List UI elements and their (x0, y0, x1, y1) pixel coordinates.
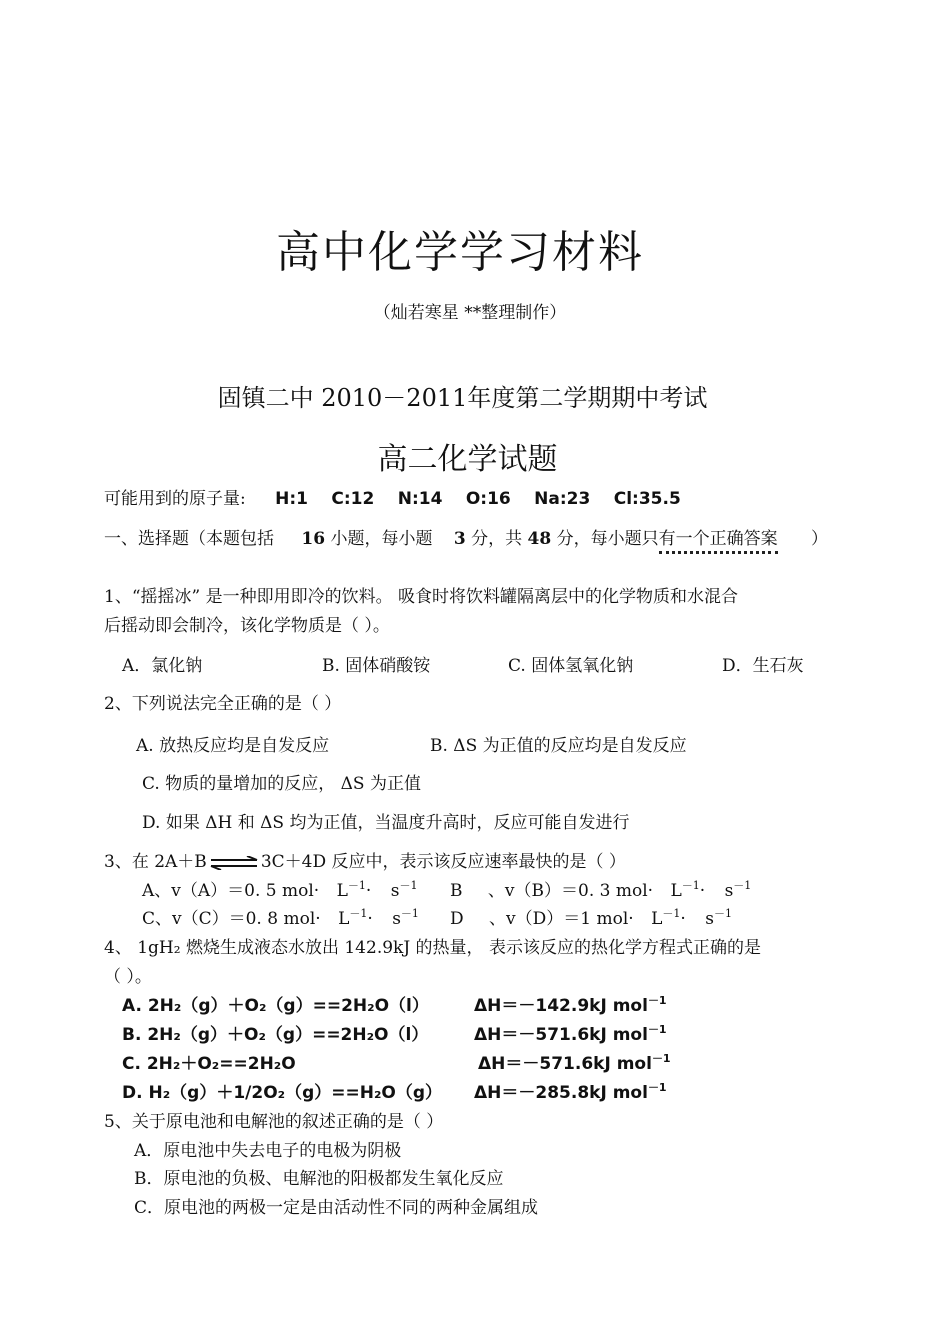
q4-option-b-dh-text: ΔH＝－571.6kJ mol (474, 1025, 648, 1045)
q3-unit-l: L (651, 909, 663, 929)
q3-exp: －1 (733, 879, 752, 892)
q3-unit-l: L (338, 909, 350, 929)
exam-name: 固镇二中 2010－2011年度第二学期期中考试 (217, 384, 708, 412)
section-prefix: 一、选择题（本题包括 (104, 529, 274, 549)
atomic-mass-h: H:1 (275, 489, 308, 509)
q4-option-c-eq: C. 2H₂＋O₂==2H₂O (122, 1054, 296, 1074)
atomic-mass-na: Na:23 (534, 489, 591, 509)
q4-option-d-dh-text: ΔH＝－285.8kJ mol (474, 1083, 648, 1103)
q4-option-c-dh (478, 1049, 671, 1074)
q2-option-a: A. 放热反应均是自发反应 (136, 736, 330, 756)
atomic-mass-line (104, 484, 681, 509)
q3-unit-l: L (670, 881, 682, 901)
q4-exp: －1 (647, 994, 667, 1007)
material-title: 高中化学学习材料 (276, 227, 644, 278)
q3-unit-s: s (392, 909, 401, 929)
q3-exp: －1 (347, 879, 366, 892)
q4-option-d-eq: D. H₂（g）＋1/2O₂（g）==H₂O（g） (122, 1083, 443, 1103)
q2-option-d: D. 如果 ΔH 和 ΔS 均为正值，当温度升高时，反应可能自发进行 (142, 813, 630, 833)
q3-exp: －1 (662, 907, 681, 920)
q3-option-d-label: D (450, 909, 464, 929)
q3-exp: －1 (349, 907, 368, 920)
q1-line2: 后摇动即会制冷，该化学物质是（ ）。 (104, 616, 390, 636)
q4-line1: 4、 1gH₂ 燃烧生成液态水放出 142.9kJ 的热量， 表示该反应的热化学方程式正确的是 (104, 938, 761, 958)
material-subtitle: （灿若寒星 **整理制作） (373, 303, 567, 323)
atomic-mass-label: 可能用到的原子量: (104, 489, 246, 509)
atomic-mass-n: N:14 (397, 489, 443, 509)
section-mid3: 分，每小题只 (556, 529, 659, 549)
q2-option-c: C. 物质的量增加的反应， ΔS 为正值 (142, 774, 421, 794)
q3-exp: －1 (681, 879, 700, 892)
q3-option-a-text: A、v（A）＝0. 5 mol· (142, 881, 320, 901)
section-mid1: 小题，每小题 (330, 529, 433, 549)
q4-option-c-dh-text: ΔH＝－571.6kJ mol (478, 1054, 652, 1074)
q1-option-d: D．生石灰 (722, 656, 804, 676)
q4-exp: －1 (647, 1081, 667, 1094)
q1-line1: 1、“摇摇冰” 是一种即用即冷的饮料。 吸食时将饮料罐隔离层中的化学物质和水混合 (104, 587, 739, 607)
section-points: 3 (453, 529, 466, 549)
section-close: ） (811, 529, 829, 549)
section-emphasis: 有一个正确答案 (659, 529, 778, 554)
exam-subject-title: 高二化学试题 (377, 442, 558, 477)
q3-dot: · (367, 909, 373, 929)
q3-option-b (450, 876, 751, 901)
q3-dot: · (365, 881, 372, 901)
q4-exp: －1 (651, 1052, 671, 1065)
q3-option-a (142, 876, 417, 901)
q3-option-b-label: B (450, 881, 463, 901)
q3-stem-a: 3、在 2A＋B (104, 852, 207, 872)
q4-option-a-dh-text: ΔH＝－142.9kJ mol (474, 996, 648, 1016)
q3-unit-l: L (336, 881, 348, 901)
q3-exp: －1 (399, 879, 418, 892)
q4-option-a-eq: A. 2H₂（g）＋O₂（g）==2H₂O（l） (122, 996, 429, 1016)
q3-option-b-text: 、v（B）＝0. 3 mol· (487, 881, 654, 901)
q3-unit-s: s (390, 881, 400, 901)
section-mid2: 分，共 (471, 529, 523, 549)
section-header (104, 524, 828, 549)
q1-option-c: C. 固体氢氧化钠 (508, 656, 634, 676)
q5-option-c: C．原电池的两极一定是由活动性不同的两种金属组成 (134, 1198, 539, 1218)
q3-option-d (450, 904, 732, 929)
q3-dot: · (680, 909, 686, 929)
q4-line2: （ ）。 (104, 967, 152, 987)
q3-exp: －1 (713, 907, 732, 920)
q3-stem-b: 3C＋4D 反应中，表示该反应速率最快的是（ ） (260, 852, 626, 872)
q4-option-b-eq: B. 2H₂（g）＋O₂（g）==2H₂O（l） (122, 1025, 429, 1045)
section-count: 16 (301, 529, 326, 549)
q3-unit-s: s (724, 881, 734, 901)
q5-option-a: A．原电池中失去电子的电极为阴极 (134, 1141, 402, 1161)
atomic-mass-o: O:16 (465, 489, 511, 509)
q3-dot: · (699, 881, 706, 901)
q1-option-a: A．氯化钠 (122, 656, 203, 676)
q3-stem (104, 847, 626, 872)
q2-stem: 2、下列说法完全正确的是（ ） (104, 694, 342, 714)
q5-option-b: B．原电池的负极、电解池的阳极都发生氧化反应 (134, 1169, 504, 1189)
q3-exp: －1 (400, 907, 419, 920)
q3-option-d-text: 、v（D）＝1 mol· (489, 909, 634, 929)
q4-exp: －1 (647, 1023, 667, 1036)
q2-option-b: B. ΔS 为正值的反应均是自发反应 (430, 736, 687, 756)
atomic-mass-cl: Cl:35.5 (613, 489, 681, 509)
q5-stem: 5、关于原电池和电解池的叙述正确的是（ ） (104, 1112, 444, 1132)
q4-option-b-dh (474, 1020, 667, 1045)
q3-option-c (142, 904, 419, 929)
q3-option-c-text: C、v（C）＝0. 8 mol· (142, 909, 321, 929)
q4-option-a-dh (474, 991, 667, 1016)
q4-option-d-dh (474, 1078, 667, 1103)
section-total: 48 (527, 529, 552, 549)
equilibrium-arrow-icon (209, 856, 259, 870)
q3-unit-s: s (705, 909, 714, 929)
q1-option-b: B. 固体硝酸铵 (322, 656, 431, 676)
atomic-mass-c: C:12 (331, 489, 375, 509)
